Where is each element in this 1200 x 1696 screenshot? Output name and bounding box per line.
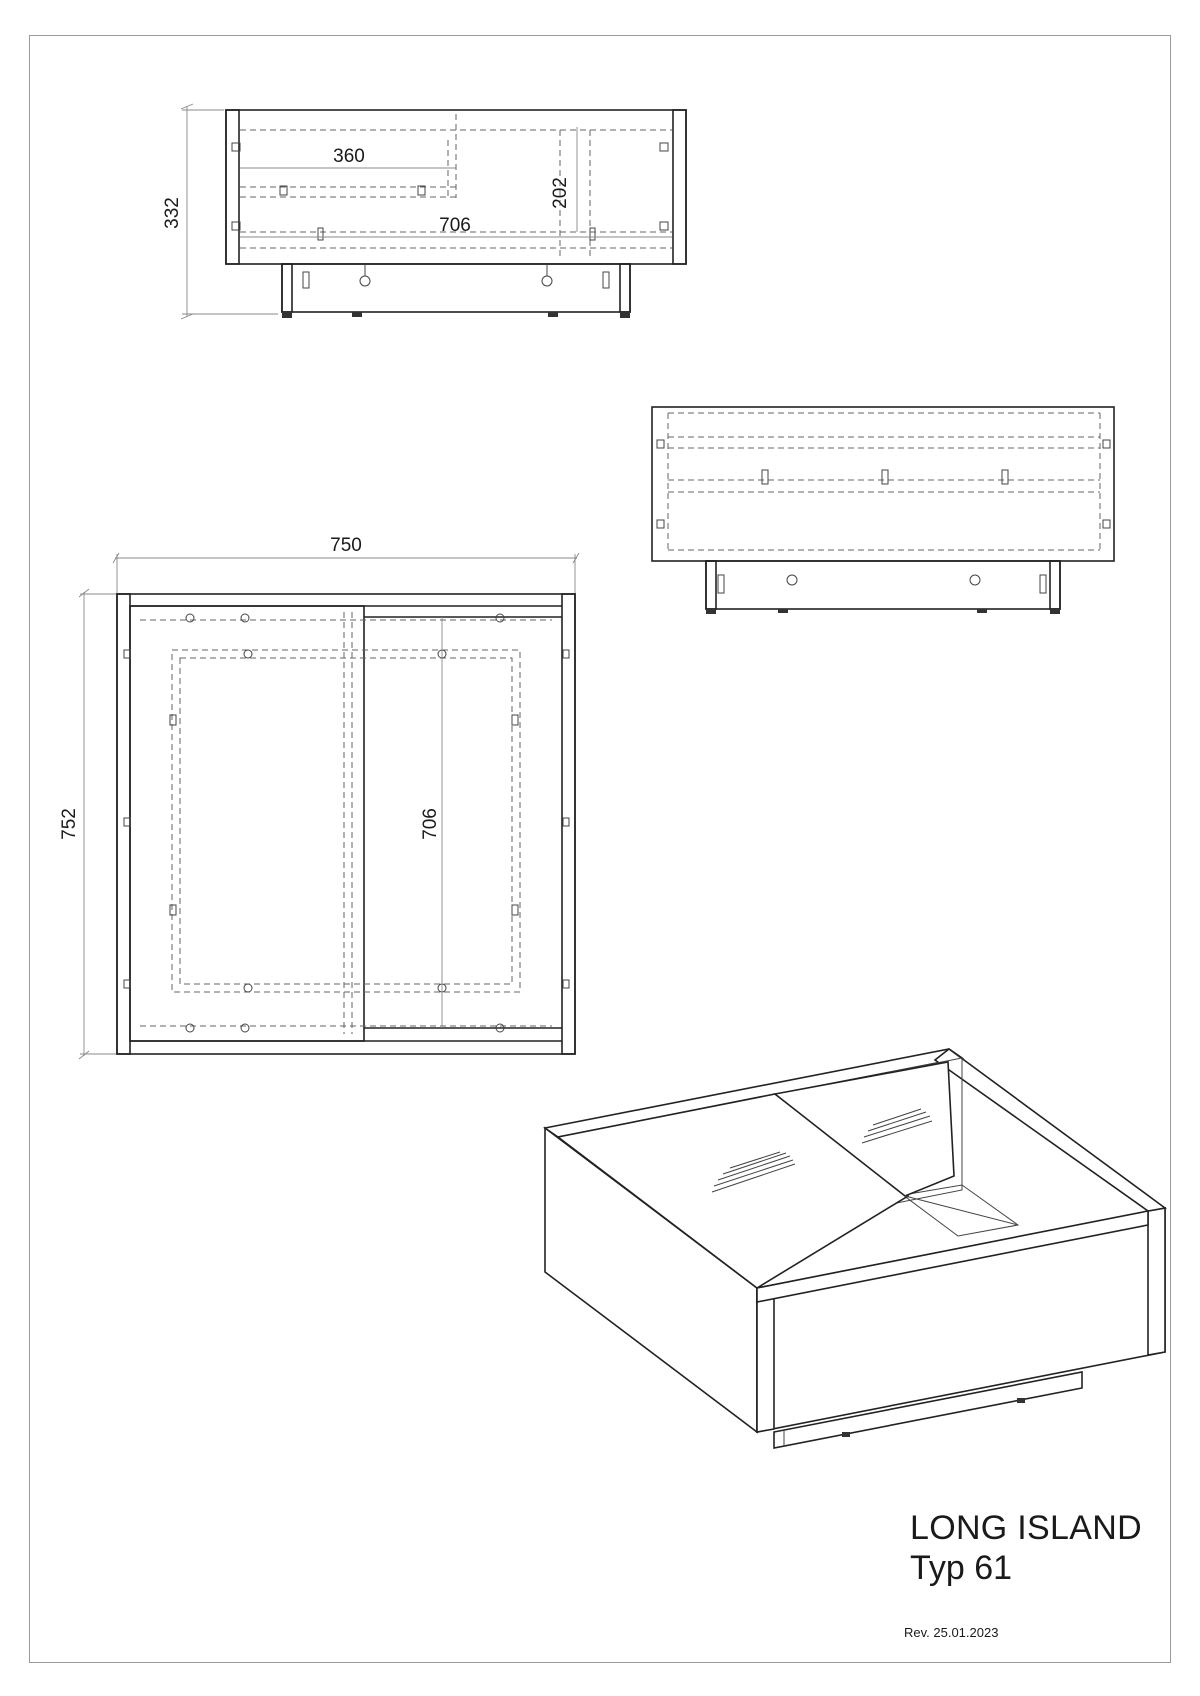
product-type: Typ 61 [910, 1549, 1013, 1587]
top-inner-label: 706 [420, 808, 441, 840]
drawer-width-label: 360 [333, 146, 365, 167]
front-width-label: 706 [439, 215, 471, 236]
side-view [652, 407, 1114, 614]
drawer-height-label: 202 [550, 177, 571, 209]
top-depth-label: 752 [59, 808, 80, 840]
top-width-label: 750 [330, 535, 362, 556]
top-view [59, 535, 579, 1059]
revision-date: Rev. 25.01.2023 [904, 1625, 999, 1640]
front-height-label: 332 [162, 197, 183, 229]
title-block [910, 1508, 1142, 1588]
isometric-view [545, 1049, 1165, 1448]
front-view [162, 104, 686, 319]
product-name: LONG ISLAND [910, 1509, 1142, 1547]
